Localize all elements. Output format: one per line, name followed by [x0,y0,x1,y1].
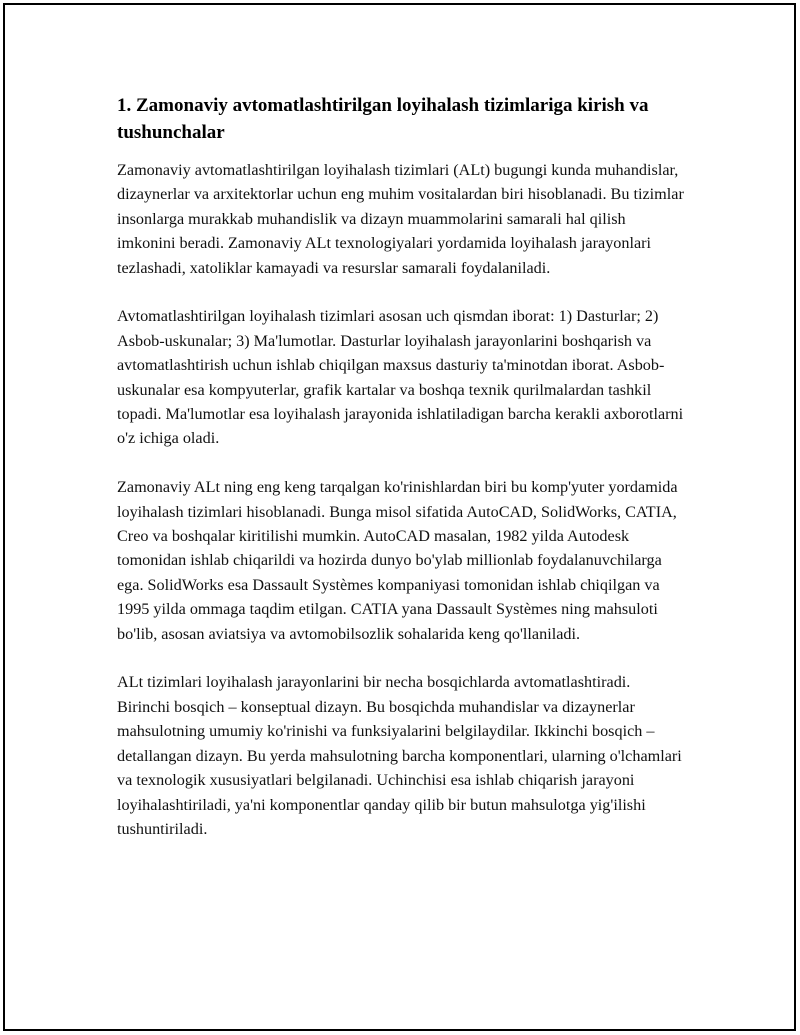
paragraph-cad-examples: Zamonaviy ALt ning eng keng tarqalgan ko'rinishlardan biri bu komp'yuter yordamida loyihalash tizimlari hisoblanadi. Bunga misol sifatida AutoCAD, SolidWorks, CATIA, Creo va boshqalar kiritilishi mumkin. AutoCAD masalan, 1982 yilda Autodesk tomonidan ishlab chiqarildi va hozirda dunyo bo'ylab millionlab foydalanuvchilarga ega. SolidWorks esa Dassault Systèmes kompaniyasi tomonidan ishlab chiqilgan va 1995 yilda ommaga taqdim etilgan. CATIA yana Dassault Systèmes ning mahsuloti bo'lib, asosan aviatsiya va avtomobilsozlik sohalarida keng qo'llaniladi. [117,478,678,643]
document-body [117,92,687,866]
paragraph-components: Avtomatlashtirilgan loyihalash tizimlari asosan uch qismdan iborat: 1) Dasturlar; 2) Asbob-uskunalar; 3) Ma'lumotlar. Dasturlar loyihalash jarayonlarini boshqarish va avtomatlashtirish uchun ishlab chiqilgan maxsus dasturiy ta'minotdan iborat. Asbob-uskunalar esa kompyuterlar, grafik kartalar va boshqa texnik qurilmalardan tashkil topadi. Ma'lumotlar esa loyihalash jarayonida ishlatiladigan barcha kerakli axborotlarni o'z ichiga oladi. [117,307,684,448]
paragraph-intro: Zamonaviy avtomatlashtirilgan loyihalash tizimlari (ALt) bugungi kunda muhandislar, dizaynerlar va arxitektorlar uchun eng muhim vositalardan biri hisoblanadi. Bu tizimlar insonlarga murakkab muhandislik va dizayn muammolarini samarali hal qilish imkonini beradi. Zamonaviy ALt texnologiyalari yordamida loyihalash jarayonlari tezlashadi, xatoliklar kamayadi va resurslar samarali foydalaniladi. [117,161,684,277]
section-heading: 1. Zamonaviy avtomatlashtirilgan loyihalash tizimlariga kirish va tushunchalar [117,95,649,143]
paragraph-stages: ALt tizimlari loyihalash jarayonlarini bir necha bosqichlarda avtomatlashtiradi. Birinchi bosqich – konseptual dizayn. Bu bosqichda muhandislar va dizaynerlar mahsulotning umumiy ko'rinishi va funksiyalarini belgilaydilar. Ikkinchi bosqich – detallangan dizayn. Bu yerda mahsulotning barcha komponentlari, ularning o'lchamlari va texnologik xususiyatlari belgilanadi. Uchinchisi esa ishlab chiqarish jarayoni loyihalashtiriladi, ya'ni komponentlar qanday qilib bir butun mahsulotga yig'ilishi tushuntiriladi. [117,673,682,838]
